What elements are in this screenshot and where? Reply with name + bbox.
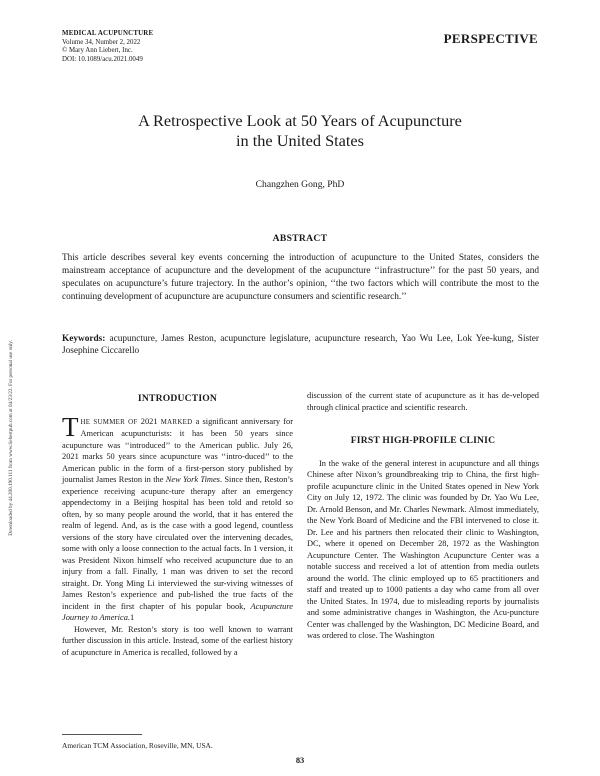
journal-copyright: © Mary Ann Liebert, Inc. (62, 47, 133, 55)
keywords-text: acupuncture, James Reston, acupuncture legislature, acupuncture research, Yao Wu Lee, Lok Yee-kung, Sister Josephine Ciccarello (62, 334, 539, 357)
clinic-paragraph: In the wake of the general interest in acupuncture and all things Chinese after Nixon’s groundbreaking trip to China, the first high-profile acupuncture clinic in the United States opened in New York City on July 12, 1972. The clinic was founded by Dr. Yao Wu Lee, Dr. Arnold Benson, and Mr. Charles Newmark. Almost immediately, the New York Board of Medicine and the FBI intervened to close it. Dr. Lee and his partners then relocated their clinic to Washington, DC, where it opened on December 28, 1972 as the Washington Acupuncture Center. The Washington Acupuncture Center was a notable success and received a lot of attention from media outlets around the world. The clinic employed up to 65 practitioners and staff and treated up to 1000 patients a day who came from all over the United States. In 1974, due to misleading reports by journalists and some administrative changes in Washington, the Acu-puncture Center was challenged by the Washington, DC Medicine Board, and was ordered to close. The Washington (307, 458, 539, 640)
article-title (60, 111, 540, 151)
intro-marked: MARKED (160, 418, 193, 426)
right-column (307, 390, 539, 642)
download-sidebar (5, 258, 17, 618)
intro-paragraph-1 (62, 411, 294, 624)
affiliation-footnote: American TCM Association, Roseville, MN, USA. (62, 741, 213, 750)
page-number: 83 (295, 756, 305, 765)
continuation-text: discussion of the current state of acupuncture as it has de-veloped through clinical practice and scientific research. (307, 391, 539, 412)
title-line-2: in the United States (236, 131, 364, 150)
section-label: PERSPECTIVE (443, 31, 538, 46)
intro-paragraph-2: However, Mr. Reston’s story is too well known to warrant further discussion in this article. Instead, some of the earliest history of acupuncture in America is recalled, followed by a (62, 624, 293, 657)
abstract-heading: ABSTRACT (272, 233, 328, 244)
author-name: Changzhen Gong, PhD (255, 179, 345, 190)
abstract-text: This article describes several key events concerning the introduction of acupuncture to the United States, considers the mainstream acceptance of acupuncture and the development of the acupuncture ‘‘infrastructure’’ for the past 50 years, and speculates on acupuncture’s future trajectory. In the author’s opinion, ‘‘the two factors which will contribute the most to the continuing development of acupuncture are acupuncture consumers and scientific research.’’ (62, 253, 539, 303)
journal-name: MEDICAL ACUPUNCTURE (62, 30, 154, 37)
drop-cap: T (62, 411, 79, 442)
reference-marker: .1 (127, 613, 135, 622)
keywords-label: Keywords: (62, 334, 106, 344)
left-column (62, 393, 293, 658)
intro-year: 2021 (140, 416, 158, 426)
intro-text-b: . Since then, Reston’s experience receiving acupunc-ture therapy after an emergency appendectomy in a Beijing hospital has been told and retold so often, by so many people around the world, that it has entered the realm of legend. And, as is the case with a good legend, countless versions of the story have circulated over the intervening decades, some with only a loose connection to the actual facts. In 1 version, it was President Nixon himself who received acupuncture due to an injury from a fall. Finally, 1 man was driven to set the record straight. Dr. Yong Ming Li interviewed the sur-viving witnesses of James Reston’s experience and pub-lished the true facts of the incident in the first chapter of his popular book, (62, 475, 293, 611)
book-title: Acupuncture Journey to America (62, 601, 293, 622)
intro-text-a: a significant anniversary for American acupuncturists: it has been 50 years since acupuncture was ‘‘introduced’’ to the American public. July 26, 2021 marks 50 years since acupuncture was ‘‘intro-duced’’ to the American public in the form of a first-person story published by journalist James Reston in the (62, 416, 294, 484)
journal-doi: DOI: 10.1089/acu.2021.0049 (62, 55, 143, 63)
lead-smallcaps: HE SUMMER OF (80, 418, 138, 426)
keywords (62, 333, 539, 358)
clinic-heading: FIRST HIGH-PROFILE CLINIC (350, 435, 496, 446)
journal-volume: Volume 34, Number 2, 2022 (62, 38, 141, 46)
introduction-heading: INTRODUCTION (137, 393, 218, 404)
newspaper-name: New York Times (165, 475, 220, 484)
footnote-rule (62, 734, 142, 735)
title-line-1: A Retrospective Look at 50 Years of Acupuncture (138, 111, 462, 130)
download-note: Downloaded by 44.200.190.111 from www.liebertpub.com at 04/23/22. For personal use only. (8, 340, 14, 536)
journal-info (62, 30, 153, 64)
